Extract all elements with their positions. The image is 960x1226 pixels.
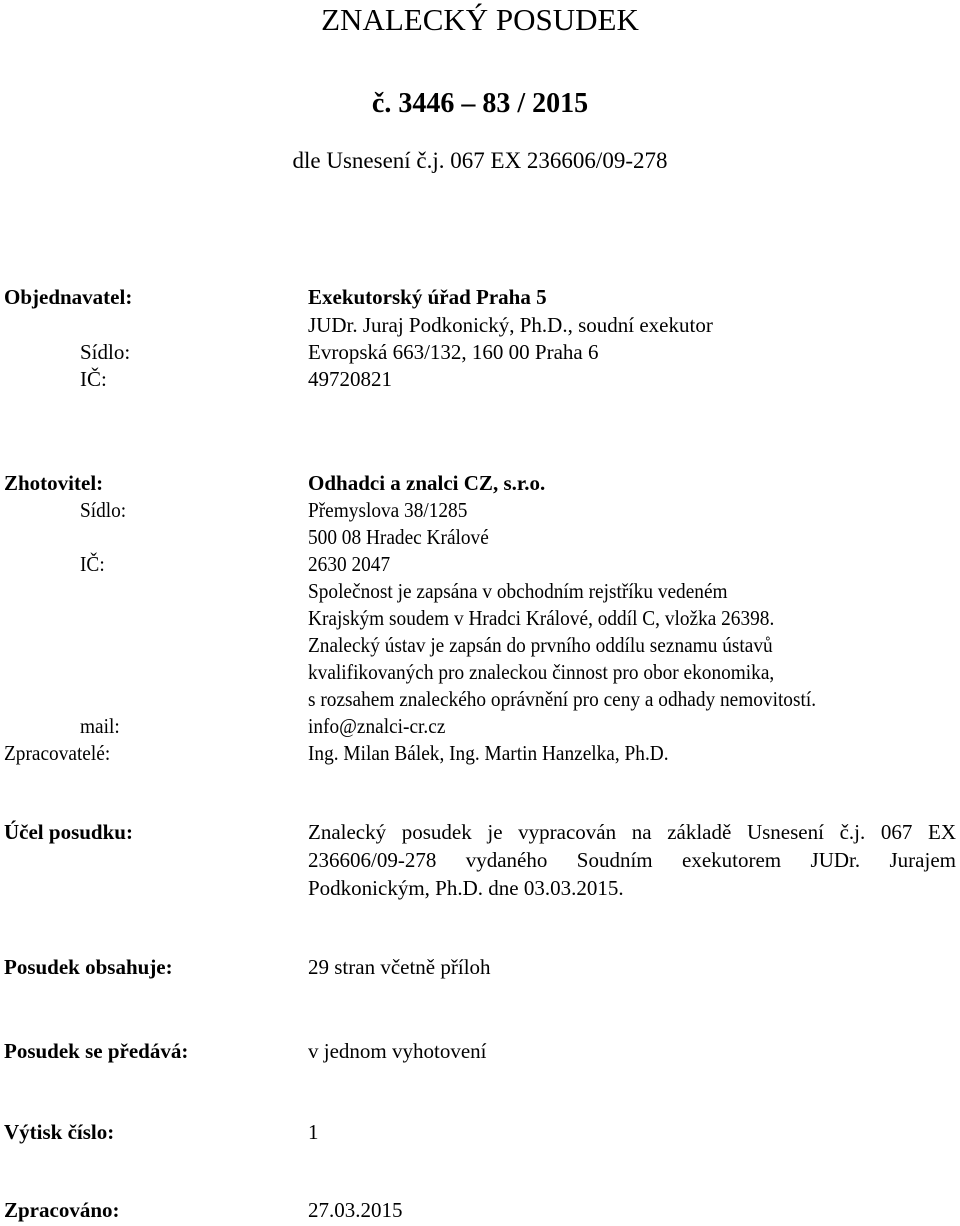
contractor-seat-label: Sídlo: [80, 498, 127, 522]
contractor-label: Zhotovitel: [4, 471, 104, 495]
contractor-registry-line1: Společnost je zapsána v obchodním rejstříku vedeném [308, 579, 728, 603]
contractor-mail[interactable]: info@znalci-cr.cz [308, 714, 446, 738]
purpose-label: Účel posudku: [4, 820, 133, 844]
contractor-id: 2630 2047 [308, 552, 391, 576]
delivered-value: v jednom vyhotovení [308, 1039, 487, 1063]
purpose-line1: Znalecký posudek je vypracován na základě Usnesení č.j. 067 EX [308, 820, 956, 844]
contractor-institute-line3: s rozsahem znaleckého oprávnění pro ceny a odhady nemovitostí. [308, 687, 817, 711]
copy-value: 1 [308, 1120, 319, 1144]
purpose-line3: Podkonickým, Ph.D. dne 03.03.2015. [308, 876, 624, 900]
client-name: Exekutorský úřad Praha 5 [308, 285, 547, 309]
document-reference: dle Usnesení č.j. 067 EX 236606/09-278 [292, 148, 668, 173]
contractor-processors: Ing. Milan Bálek, Ing. Martin Hanzelka, Ph.D. [308, 741, 669, 765]
contractor-institute-line2: kvalifikovaných pro znaleckou činnost pro obor ekonomika, [308, 660, 775, 684]
client-person: JUDr. Juraj Podkonický, Ph.D., soudní exekutor [308, 313, 713, 337]
contractor-name: Odhadci a znalci CZ, s.r.o. [308, 471, 546, 495]
client-seat: Evropská 663/132, 160 00 Praha 6 [308, 340, 599, 364]
document-title: ZNALECKÝ POSUDEK [321, 2, 639, 37]
contractor-institute-line1: Znalecký ústav je zapsán do prvního oddílu seznamu ústavů [308, 633, 773, 657]
contractor-seat-line1: Přemyslova 38/1285 [308, 498, 468, 522]
delivered-label: Posudek se předává: [4, 1039, 189, 1063]
contractor-processors-label: Zpracovatelé: [4, 741, 111, 765]
client-id-label: IČ: [80, 367, 107, 391]
copy-label: Výtisk číslo: [4, 1120, 115, 1144]
contains-label: Posudek obsahuje: [4, 955, 173, 979]
client-seat-label: Sídlo: [80, 340, 131, 364]
contains-value: 29 stran včetně příloh [308, 955, 491, 979]
contractor-id-label: IČ: [80, 552, 105, 576]
processed-label: Zpracováno: [4, 1198, 120, 1222]
contractor-mail-label: mail: [80, 714, 120, 738]
document-number: č. 3446 – 83 / 2015 [371, 88, 589, 119]
contractor-registry-line2: Krajským soudem v Hradci Králové, oddíl C, vložka 26398. [308, 606, 775, 630]
client-id: 49720821 [308, 367, 392, 391]
contractor-seat-line2: 500 08 Hradec Králové [308, 525, 489, 549]
purpose-line2: 236606/09-278 vydaného Soudním exekutorem JUDr. Jurajem [308, 848, 956, 872]
processed-date: 27.03.2015 [308, 1198, 403, 1222]
client-label: Objednavatel: [4, 285, 133, 309]
